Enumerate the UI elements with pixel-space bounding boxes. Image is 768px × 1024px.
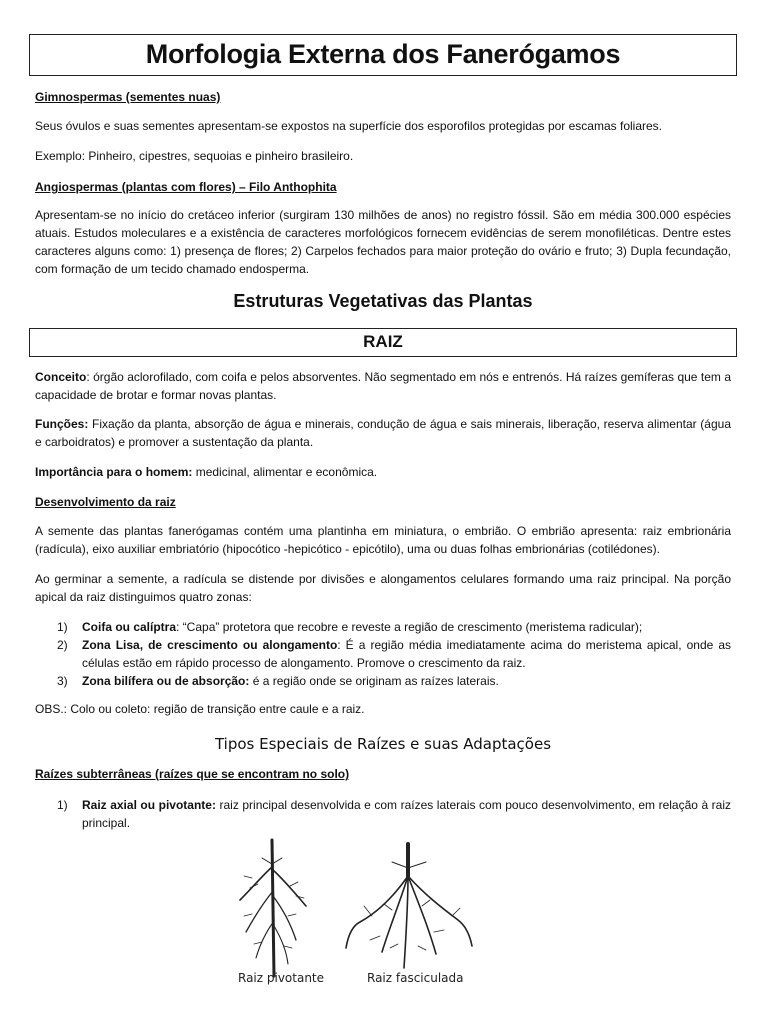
list-item-text: : É a região média imediatamente acima do meristema apical, onde as células estão em rápido processo de alongamento. Promove o crescimento da raiz.: [82, 638, 732, 670]
conceito-text: : órgão aclorofilado, com coifa e pelos absorventes. Não segmentado em nós e entrenós. Há raízes gemíferas que tem a capacidade de brotar e formar novas plantas.: [35, 370, 731, 402]
subterraneas-list: [35, 796, 731, 832]
desenvolvimento-heading: Desenvolvimento da raiz: [35, 495, 176, 509]
section-title: Estruturas Vegetativas das Plantas: [233, 291, 533, 311]
caption-fasciculada: Raiz fasciculada: [367, 971, 464, 985]
fibrous-root-drawing: [346, 844, 472, 968]
importancia-label: Importância para o homem:: [35, 465, 193, 479]
list-item-label: Raiz axial ou pivotante:: [82, 798, 216, 812]
obs-paragraph: OBS.: Colo ou coleto: região de transição entre caule e a raiz.: [35, 702, 365, 716]
list-item: [35, 618, 731, 636]
list-item: [35, 672, 731, 690]
gimnospermas-heading: Gimnospermas (sementes nuas): [35, 90, 221, 104]
zonas-list: [35, 618, 731, 690]
list-item-text: raiz principal desenvolvida e com raízes laterais com pouco desenvolvimento, em relação à raiz principal.: [82, 798, 732, 830]
importancia-text: medicinal, alimentar e econômica.: [192, 465, 378, 479]
desenvolvimento-paragraph-1: A semente das plantas fanerógamas contém uma plantinha em miniatura, o embrião. O embrião apresenta: raiz embrionária (radícula), eixo auxiliar embriatório (hipocótico -hepicótico - epicótilo), uma ou duas folhas embrionárias (cotilédones).: [35, 524, 731, 556]
tipos-title: Tipos Especiais de Raízes e suas Adaptações: [214, 735, 552, 753]
list-item-number: 3): [57, 674, 68, 688]
funcoes-text: Fixação da planta, absorção de água e minerais, condução de água e sais minerais, liberação, reserva alimentar (água e carboidratos) e promover a sustentação da planta.: [35, 417, 731, 449]
root-types-illustration: [222, 836, 482, 988]
list-item-label: Zona Lisa, de crescimento ou alongamento: [82, 638, 338, 652]
angiospermas-paragraph: Apresentam-se no início do cretáceo inferior (surgiram 130 milhões de anos) no registro fóssil. São em média 300.000 espécies atuais. Estudos moleculares e a existência de caracteres morfológicos fornecem evidências de serem monofiléticas. Dentre estes caracteres alguns como: 1) presença de flores; 2) Carpelos fechados para maior proteção do ovário e fruto; 3) Dupla fecundação, com formação de um tecido chamado endosperma.: [35, 208, 731, 276]
list-item: [35, 796, 731, 832]
raiz-box-title: RAIZ: [29, 328, 737, 357]
list-item: [35, 636, 731, 672]
funcoes-paragraph: [35, 415, 731, 451]
conceito-label: Conceito: [35, 370, 87, 384]
list-item-label: Zona bilífera ou de absorção:: [82, 674, 250, 688]
list-item-label: Coifa ou calíptra: [82, 620, 177, 634]
caption-pivotante: Raiz pivotante: [238, 971, 325, 985]
subterraneas-heading: Raízes subterrâneas (raízes que se encontram no solo): [35, 767, 350, 781]
list-item-text: é a região onde se originam as raízes laterais.: [249, 674, 499, 688]
list-item-number: 1): [57, 798, 68, 812]
taproot-drawing: [240, 840, 306, 976]
page-title: Morfologia Externa dos Fanerógamos: [29, 34, 737, 76]
funcoes-label: Funções:: [35, 417, 89, 431]
list-item-number: 2): [57, 638, 68, 652]
conceito-paragraph: [35, 368, 731, 404]
angiospermas-heading: Angiospermas (plantas com flores) – Filo Anthophita: [35, 180, 337, 194]
gimnospermas-example: Exemplo: Pinheiro, cipestres, sequoias e pinheiro brasileiro.: [35, 149, 354, 163]
list-item-text: : “Capa” protetora que recobre e reveste a região de crescimento (meristema radicular);: [176, 620, 643, 634]
gimnospermas-paragraph: Seus óvulos e suas sementes apresentam-se expostos na superfície dos esporofilos protegidas por escamas foliares.: [35, 119, 662, 133]
importancia-paragraph: [35, 463, 731, 481]
list-item-number: 1): [57, 620, 68, 634]
desenvolvimento-paragraph-2: Ao germinar a semente, a radícula se distende por divisões e alongamentos celulares formando uma raiz principal. Na porção apical da raiz distinguimos quatro zonas:: [35, 572, 731, 604]
